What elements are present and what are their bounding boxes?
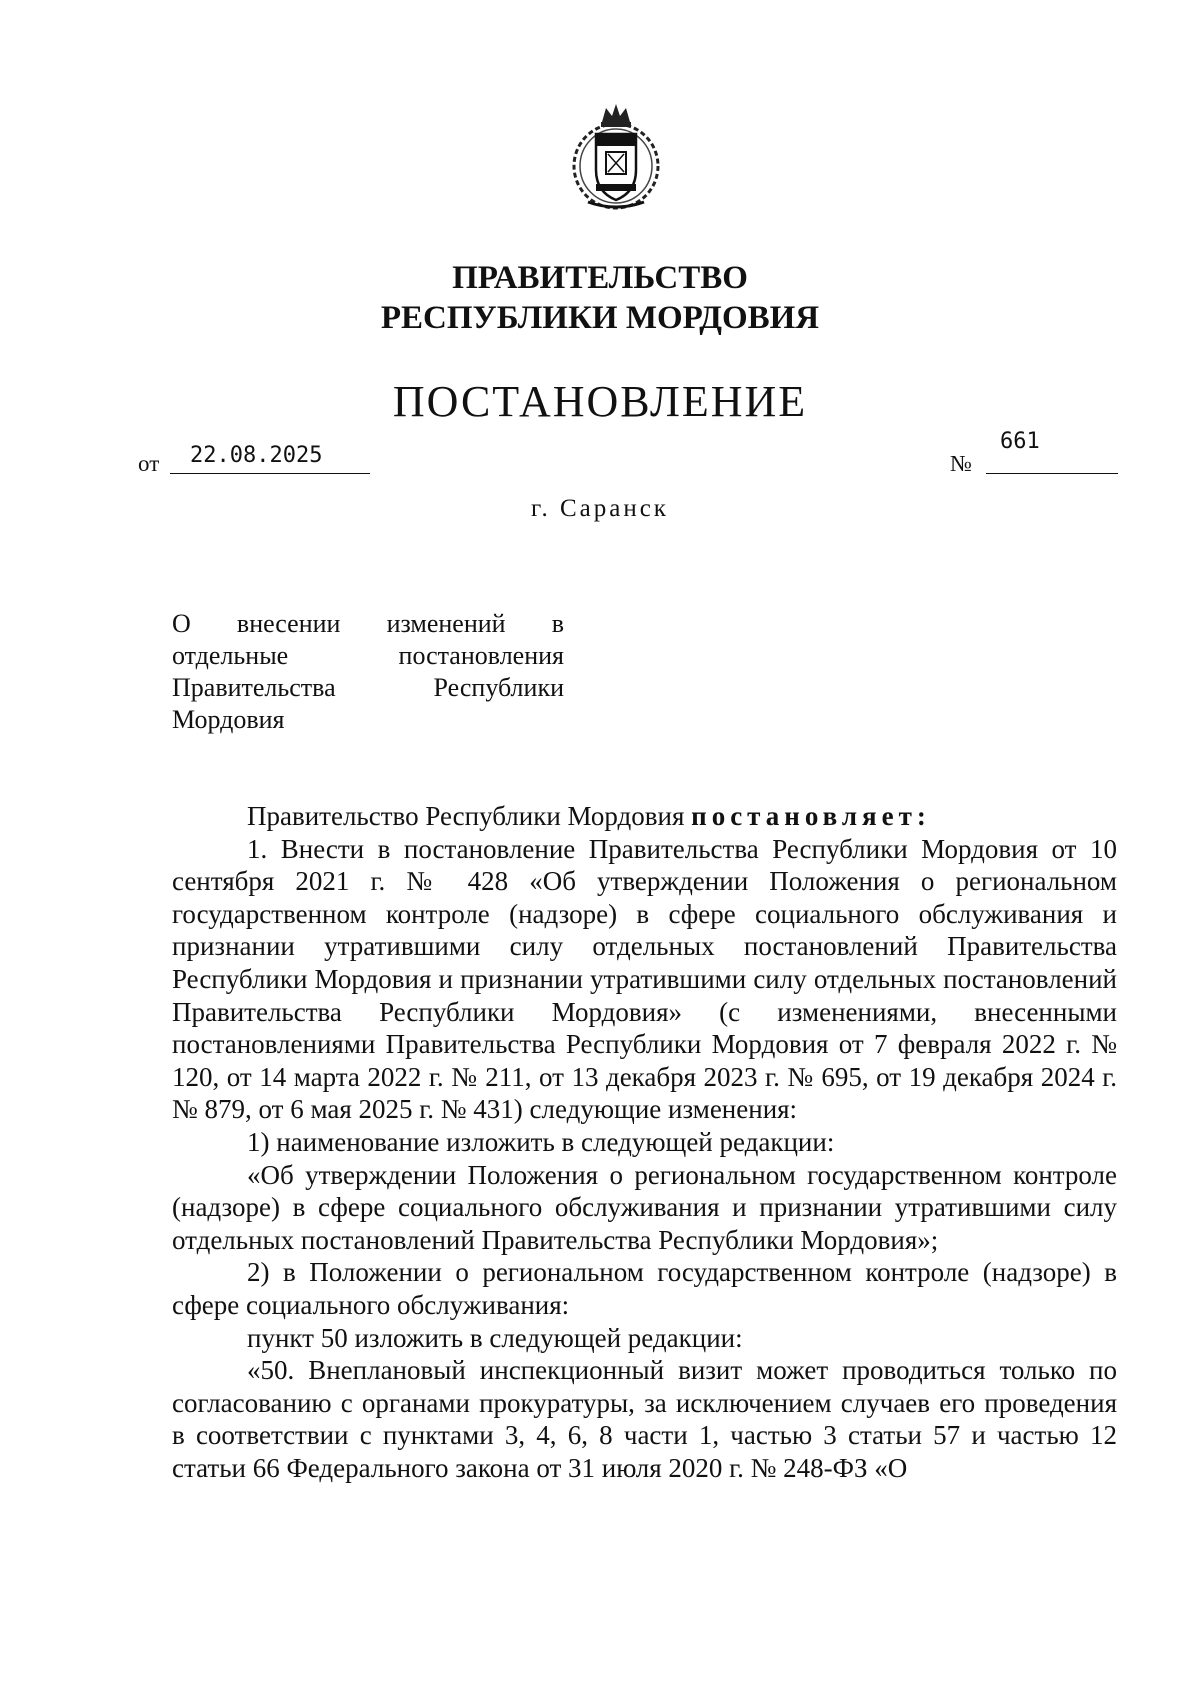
paragraph-3: «Об утверждении Положения о региональном государственном контроле (надзоре) в сфере социального обслуживания и признании утратившими силу отдельных постановлений Правительства Республики Мордовия»;	[172, 1159, 1117, 1255]
org-line-1: ПРАВИТЕЛЬСТВО	[452, 260, 748, 296]
city: г. Саранск	[531, 495, 669, 522]
coat-of-arms-icon	[568, 100, 664, 212]
document-number: 661	[1000, 429, 1040, 454]
paragraph-2: 1) наименование изложить в следующей редакции:	[247, 1126, 835, 1157]
subject-line-3: Правительства Республики	[172, 673, 564, 702]
preamble-paragraph	[172, 800, 1117, 833]
paragraph-4: 2) в Положении о региональном государственном контроле (надзоре) в сфере социального обслуживания:	[172, 1257, 1117, 1320]
subject-line-4: Мордовия	[172, 705, 285, 734]
document-subject	[172, 608, 564, 736]
document-body	[172, 800, 1117, 1484]
paragraph-1: 1. Внести в постановление Правительства Республики Мордовия от 10 сентября 2021 г. № 428 «Об утверждении Положения о региональном государственном контроле (надзоре) в сфере социального обслуживания и признании утратившими силу отдельных постановлений Правительства Республики Мордовия и признании утратившими силу отдельных постановлений Правительства Республики Мордовия» (с изменениями, внесенными постановлениями Правительства Республики Мордовия от 7 февраля 2022 г. № 120, от 14 марта 2022 г. № 211, от 13 декабря 2023 г. № 695, от 19 декабря 2024 г. № 879, от 6 мая 2025 г. № 431) следующие изменения:	[172, 833, 1117, 1125]
paragraph-6: «50. Внеплановый инспекционный визит может проводиться только по согласованию с органами прокуратуры, за исключением случаев его проведения в соответствии с пунктами 3, 4, 6, 8 части 1, частью 3 статьи 57 и частью 12 статьи 66 Федерального закона от 31 июля 2020 г. № 248-ФЗ «О	[172, 1355, 1117, 1483]
document-type: ПОСТАНОВЛЕНИЕ	[392, 377, 808, 426]
org-line-2: РЕСПУБЛИКИ МОРДОВИЯ	[380, 300, 820, 336]
preamble-text: Правительство Республики Мордовия	[247, 801, 685, 831]
date-prefix: от	[138, 451, 160, 476]
paragraph-5: пункт 50 изложить в следующей редакции:	[247, 1322, 743, 1353]
number-prefix: №	[950, 451, 972, 476]
date-number-row	[138, 429, 1118, 483]
date-underline	[170, 473, 370, 474]
document-date: 22.08.2025	[190, 443, 323, 468]
subject-line-2: отдельные постановления	[172, 641, 564, 670]
preamble-emphasis: постановляет:	[691, 801, 931, 831]
subject-line-1: О внесении изменений в	[172, 609, 564, 638]
number-underline	[986, 473, 1118, 474]
government-name	[0, 258, 1200, 338]
